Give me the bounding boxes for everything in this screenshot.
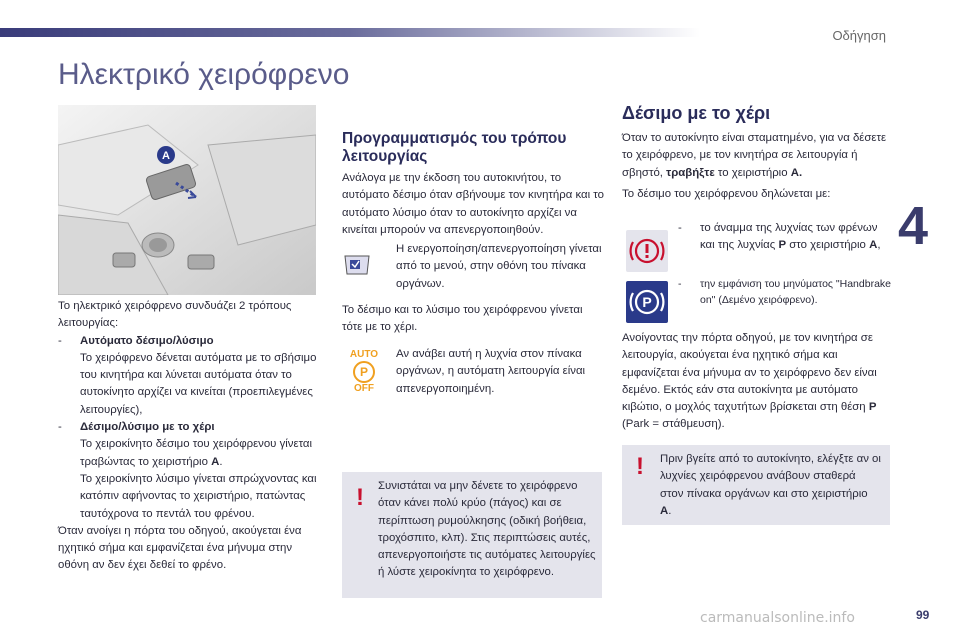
item2-text-b: Το χειροκίνητο λύσιμο γίνεται σπρώχνοντας και κατόπιν αφήνοντας το χειριστήριο, πατώντας ταυτόχρονα το πεντάλ του φρένου. bbox=[80, 472, 317, 520]
manual-para3: Ανοίγοντας την πόρτα οδηγού, με τον κινητήρα σε λειτουργία, ακούγεται ένα ηχητικό σήμα και εμφανίζεται ένα μήνυμα αν το χειρόφρενο δεν είναι δεμένο. Εκτός εάν στα αυτοκίνητα με αυτόματο κιβώτιο, ο μοχλός ταχυτήτων βρίσκεται στη θέση P (Park = στάθμευση). bbox=[622, 332, 877, 431]
cold-weather-warning-box bbox=[342, 472, 602, 598]
auto-off-warning-icon: AUTO P OFF bbox=[349, 349, 379, 394]
indicator-item-2: - την εμφάνιση του μηνύματος "Handbrake on" (Δεμένο χειρόφρενο). bbox=[678, 278, 891, 306]
left-column bbox=[58, 298, 320, 575]
handbrake-photo bbox=[58, 105, 316, 295]
list-item: - Αυτόματο δέσιμο/λύσιμο bbox=[58, 333, 320, 350]
chapter-number: 4 bbox=[898, 196, 929, 256]
programming-para3: Το δέσιμο και το λύσιμο του χειρόφρενου γίνεται τότε με το χέρι. bbox=[342, 304, 583, 334]
left-intro: Το ηλεκτρικό χειρόφρενο συνδυάζει 2 τρόπους λειτουργίας: bbox=[58, 300, 292, 330]
display-screen-icon bbox=[342, 252, 372, 280]
section-label: Οδήγηση bbox=[832, 28, 886, 43]
before-exit-warning-box bbox=[622, 445, 890, 525]
page-number: 99 bbox=[916, 608, 930, 622]
parking-p-icon bbox=[626, 281, 668, 323]
item1-text: Το χειρόφρενο δένεται αυτόματα με το σβήσιμο του κινητήρα και λύνεται αυτόματα όταν το αυτοκίνητο αρχίζει να κινείται (προεπιλεγμένες λειτουργίες), bbox=[80, 351, 317, 416]
header-bar bbox=[0, 28, 700, 37]
brake-warning-icon bbox=[626, 230, 668, 272]
console-illustration-icon bbox=[58, 105, 316, 295]
watermark: carmanualsonline.info bbox=[700, 610, 855, 626]
before-exit-warning-text: Πριν βγείτε από το αυτοκίνητο, ελέγξτε αν οι λυχνίες χειρόφρενου ανάβουν σταθερά στον πίνακα οργάνων και στο χειριστήριο A. bbox=[660, 453, 881, 517]
indicator-item-1: - το άναμμα της λυχνίας των φρένων και της λυχνίας P στο χειριστήριο A, bbox=[678, 222, 881, 252]
programming-para4: Αν ανάβει αυτή η λυχνία στον πίνακα οργάνων, η αυτόματη λειτουργία είναι απενεργοποιημένη. bbox=[396, 348, 586, 395]
photo-label-a: A bbox=[162, 150, 170, 162]
manual-para2: Το δέσιμο του χειρόφρενου δηλώνεται με: bbox=[622, 188, 831, 200]
svg-text:P: P bbox=[642, 294, 652, 310]
manual-para1: Όταν το αυτοκίνητο είναι σταματημένο, για να δέσετε το χειρόφρενο, με τον κινητήρα σε λειτουργία ή σβηστό, τραβήξτε το χειριστήριο A. bbox=[622, 132, 887, 179]
page-title: Ηλεκτρικό χειρόφρενο bbox=[58, 58, 350, 91]
item2-title: Δέσιμο/λύσιμο με το χέρι bbox=[80, 421, 215, 434]
item2-text-a: Το χειροκίνητο δέσιμο του χειρόφρενου γίνεται τραβώντας το χειριστήριο A. bbox=[80, 438, 313, 468]
item1-title: Αυτόματο δέσιμο/λύσιμο bbox=[80, 334, 214, 347]
programming-para1: Ανάλογα με την έκδοση του αυτοκινήτου, το αυτόματο δέσιμο όταν σβήνουμε τον κινητήρα και το αυτόματο λύσιμο όταν το αυτοκίνητο αρχίζει να κινείται μπορούν να απενεργοποιηθούν. bbox=[342, 172, 604, 236]
programming-para2: Η ενεργοποίηση/απενεργοποίηση γίνεται από το μενού, στην οθόνη του πίνακα οργάνων. bbox=[396, 243, 602, 290]
cold-weather-warning-text: Συνιστάται να μην δένετε το χειρόφρενο όταν κάνει πολύ κρύο (πάγος) και σε περίπτωση ρυμούλκησης (οδική βοήθεια, τροχόσπιτο, κλπ). Στις περιπτώσεις αυτές, απενεργοποιήστε τις αυτόματες λειτουργίες ή λύστε χειροκίνητα το χειρόφρενο. bbox=[378, 480, 596, 579]
left-outro: Όταν ανοίγει η πόρτα του οδηγού, ακούγεται ένα ηχητικό σήμα και εμφανίζεται ένα μήνυμα στην οθόνη αν δεν έχει δεθεί το φρένο. bbox=[58, 524, 302, 572]
exclamation-icon: ! bbox=[356, 484, 364, 511]
list-item: - Δέσιμο/λύσιμο με το χέρι bbox=[58, 419, 320, 436]
exclamation-icon: ! bbox=[636, 453, 644, 480]
manual-heading: Δέσιμο με το χέρι bbox=[622, 103, 771, 123]
programming-heading: Προγραμματισμός του τρόπου λειτουργίας bbox=[342, 130, 567, 165]
